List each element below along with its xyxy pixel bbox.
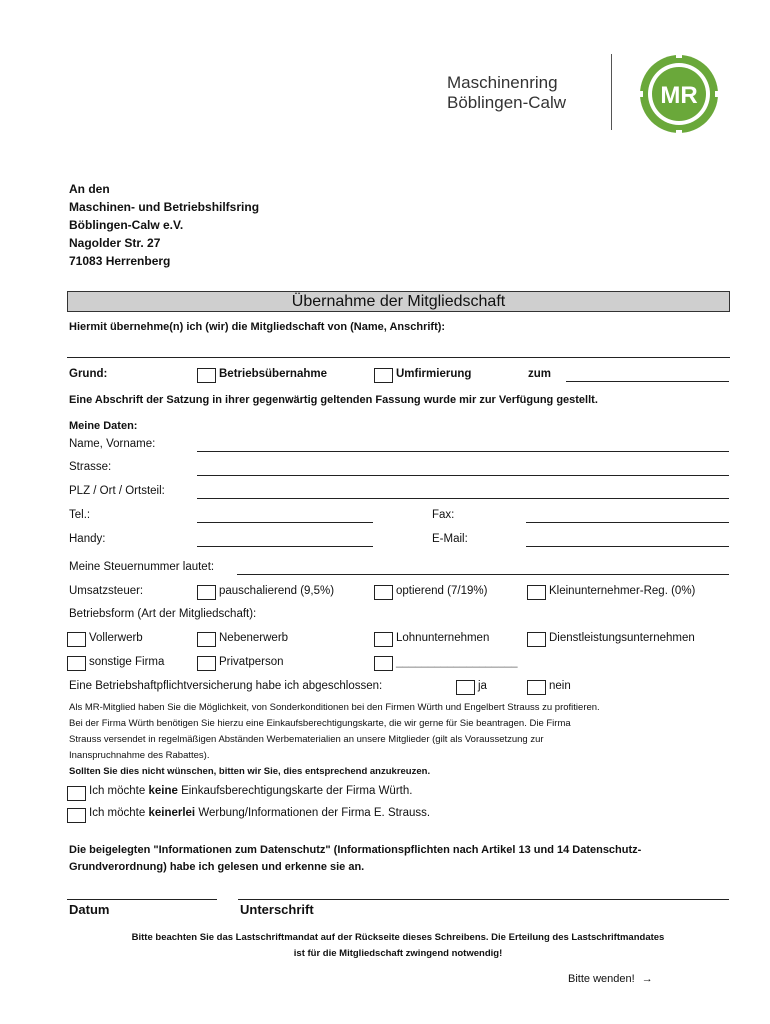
checkbox-optierend[interactable] (374, 585, 393, 600)
logo-text: MR (660, 82, 698, 109)
steuernummer-label: Meine Steuernummer lautet: (69, 561, 215, 573)
checkbox-betriebsuebernahme[interactable] (197, 368, 216, 383)
checkbox-sonstige-firma[interactable] (67, 656, 86, 671)
strasse-field[interactable] (197, 475, 729, 476)
checkbox-keine-wuerth[interactable] (67, 786, 86, 801)
bitte-wenden-text: Bitte wenden! (568, 973, 635, 985)
bitte-wenden (568, 973, 653, 985)
datenschutz-line: Grundverordnung) habe ich gelesen und erkenne sie an. (69, 861, 365, 873)
info-line: Inanspruchnahme des Rabattes). (69, 750, 210, 761)
checkbox-kleinunternehmer[interactable] (527, 585, 546, 600)
checkbox-umfirmierung[interactable] (374, 368, 393, 383)
fax-label: Fax: (432, 509, 455, 521)
org-name-line1: Maschinenring (447, 73, 558, 92)
datum-label: Datum (69, 902, 110, 917)
checkbox-privatperson[interactable] (197, 656, 216, 671)
mr-logo (638, 53, 720, 135)
label-dienstleistung: Dienstleistungsunternehmen (549, 632, 695, 644)
address-block (69, 180, 259, 270)
checkbox-nebenerwerb[interactable] (197, 632, 216, 647)
label-keinerlei-strauss: Ich möchte keinerlei Werbung/Informationen der Firma E. Strauss. (89, 807, 431, 819)
footer-line: ist für die Mitgliedschaft zwingend notwendig! (293, 948, 503, 959)
address-line: An den (69, 182, 110, 196)
org-name-line2: Böblingen-Calw (447, 93, 567, 112)
plz-ort-field[interactable] (197, 498, 729, 499)
email-field[interactable] (526, 546, 729, 547)
header-divider (611, 54, 612, 130)
zum-date-line[interactable] (566, 381, 729, 382)
satzung-text: Eine Abschrift der Satzung in ihrer gegenwärtig geltenden Fassung wurde mir zur Verfügung gestellt. (69, 394, 598, 406)
label-umfirmierung: Umfirmierung (396, 368, 472, 380)
address-line: 71083 Herrenberg (69, 254, 171, 268)
info-line: Bei der Firma Würth benötigen Sie hierzu eine Einkaufsberechtigungskarte, die wir gerne für Sie beantragen. Die Firma (69, 718, 571, 729)
unterschrift-label: Unterschrift (240, 902, 314, 917)
info-line: Strauss versendet in regelmäßigen Abständen Werbematerialien an unsere Mitglieder (gilt als Voraussetzung zur (69, 734, 544, 745)
fax-field[interactable] (526, 522, 729, 523)
address-line: Böblingen-Calw e.V. (69, 218, 184, 232)
checkbox-vollerwerb[interactable] (67, 632, 86, 647)
label-betriebsuebernahme: Betriebsübernahme (219, 368, 328, 380)
info-line: Als MR-Mitglied haben Sie die Möglichkeit, von Sonderkonditionen bei den Firmen Würth und Engelbert Strauss zu profitieren. (69, 702, 600, 713)
checkbox-other[interactable] (374, 656, 393, 671)
datenschutz-line: Die beigelegten "Informationen zum Datenschutz" (Informationspflichten nach Artikel 13 und 14 Datenschutz- (69, 844, 642, 856)
label-lohnunternehmen: Lohnunternehmen (396, 632, 490, 644)
checkbox-pauschalierend[interactable] (197, 585, 216, 600)
handy-label: Handy: (69, 533, 106, 545)
checkbox-dienstleistung[interactable] (527, 632, 546, 647)
haftpflicht-label: Eine Betriebshaftpflichtversicherung habe ich abgeschlossen: (69, 680, 383, 692)
umsatzsteuer-label: Umsatzsteuer: (69, 585, 144, 597)
previous-member-line[interactable] (67, 357, 730, 358)
name-field[interactable] (197, 451, 729, 452)
label-sonstige-firma: sonstige Firma (89, 656, 165, 668)
label-privatperson: Privatperson (219, 656, 284, 668)
checkbox-nein[interactable] (527, 680, 546, 695)
grund-label: Grund: (69, 368, 108, 380)
arrow-right-icon: → (641, 973, 653, 985)
label-nebenerwerb: Nebenerwerb (219, 632, 289, 644)
steuernummer-field[interactable] (237, 574, 729, 575)
name-label: Name, Vorname: (69, 438, 156, 450)
plz-label: PLZ / Ort / Ortsteil: (69, 485, 165, 497)
footer-line: Bitte beachten Sie das Lastschriftmandat auf der Rückseite dieses Schreibens. Die Erteilung des Lastschriftmandates (131, 932, 665, 943)
address-line: Maschinen- und Betriebshilfsring (69, 200, 260, 214)
strasse-label: Strasse: (69, 461, 112, 473)
form-title: Übernahme der Mitgliedschaft (67, 291, 730, 312)
checkbox-lohnunternehmen[interactable] (374, 632, 393, 647)
label-kleinunternehmer: Kleinunternehmer-Reg. (0%) (549, 585, 696, 597)
handy-field[interactable] (197, 546, 373, 547)
zum-label: zum (528, 368, 551, 380)
tel-label: Tel.: (69, 509, 91, 521)
email-label: E-Mail: (432, 533, 468, 545)
datum-line[interactable] (67, 899, 217, 900)
tel-field[interactable] (197, 522, 373, 523)
other-blank[interactable]: ___________________ (396, 656, 518, 668)
intro-text: Hiermit übernehme(n) ich (wir) die Mitgliedschaft von (Name, Anschrift): (69, 321, 446, 333)
label-vollerwerb: Vollerwerb (89, 632, 143, 644)
info-bold-line: Sollten Sie dies nicht wünschen, bitten wir Sie, dies entsprechend anzukreuzen. (69, 766, 431, 777)
info-paragraph (69, 700, 600, 780)
betriebsform-label: Betriebsform (Art der Mitgliedschaft): (69, 608, 257, 620)
label-nein: nein (549, 680, 571, 692)
label-pauschalierend: pauschalierend (9,5%) (219, 585, 335, 597)
label-optierend: optierend (7/19%) (396, 585, 488, 597)
label-keine-wuerth: Ich möchte keine Einkaufsberechtigungskarte der Firma Würth. (89, 785, 413, 797)
address-line: Nagolder Str. 27 (69, 236, 161, 250)
checkbox-keinerlei-strauss[interactable] (67, 808, 86, 823)
datenschutz-text (69, 842, 641, 876)
footer-note (60, 930, 736, 962)
checkbox-ja[interactable] (456, 680, 475, 695)
meine-daten-heading: Meine Daten: (69, 420, 138, 432)
label-ja: ja (478, 680, 487, 692)
unterschrift-line[interactable] (238, 899, 729, 900)
